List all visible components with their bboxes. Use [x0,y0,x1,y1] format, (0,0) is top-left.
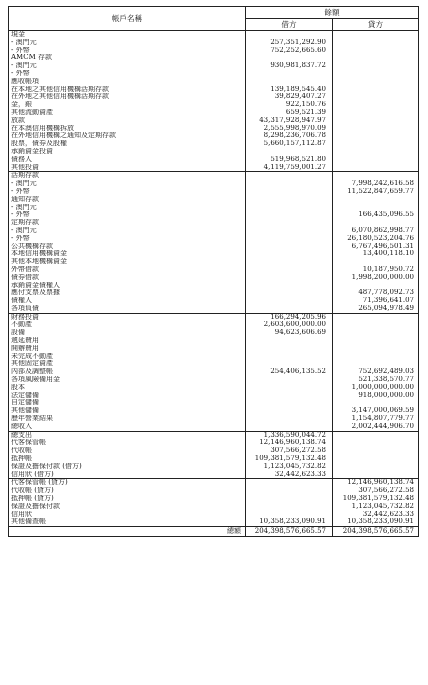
table-row [9,31,419,39]
debit-amount: 94,623,606.69 [246,329,333,337]
table-row [9,518,419,526]
debit-amount: 4,119,759,001.27 [246,164,333,172]
table-row [9,132,419,140]
debit-amount [246,243,333,251]
credit-amount: 521,338,570.77 [358,376,414,384]
credit-amount: 13,400,118.10 [362,250,414,258]
account-name: 代客保管帳 (貸方) [9,479,246,487]
debit-amount: 1,336,590,044.72 [246,431,333,439]
credit-amount [333,360,419,368]
account-name: 應付支票及票據 [9,289,246,297]
table-row [9,117,419,125]
trial-balance-sheet [8,6,418,537]
credit-amount [333,31,419,39]
table-row [9,423,419,431]
credit-amount [333,282,419,290]
credit-amount [333,117,419,125]
table-row [9,392,419,400]
credit-amount [333,353,419,361]
account-name: AMCM 存款 [9,54,246,62]
table-row [9,93,419,101]
account-name: 代收帳 [9,447,246,455]
credit-amount: 1,998,200,000.00 [351,273,414,281]
debit-amount [246,360,333,368]
account-name: 公共機構存款 [9,243,246,251]
table-row [9,471,419,479]
account-name: 其他固定資產 [9,360,246,368]
account-name: - 澳門元 [9,39,246,47]
account-name: 總支出 [9,431,246,439]
debit-amount [246,54,333,62]
debit-amount: 139,189,545.40 [246,86,333,94]
account-name: 各項風險備用金 [9,376,246,384]
total-row [9,527,419,537]
account-name: - 外幣 [9,188,246,196]
account-name: 內部及調整帳 [9,368,246,376]
account-name: 遞延費用 [9,337,246,345]
debit-amount [246,274,333,282]
account-name: - 澳門元 [9,227,246,235]
debit-amount [246,250,333,258]
total-label: 總額 [9,527,246,537]
debit-amount [246,423,333,431]
debit-amount: 8,298,236,706.78 [246,132,333,140]
credit-amount: 109,381,579,132.48 [342,495,414,503]
debit-amount [246,337,333,345]
table-row [9,376,419,384]
debit-amount: 659,521.39 [246,109,333,117]
table-row [9,321,419,329]
account-name: 保證及擔保付款 (借方) [9,463,246,471]
credit-amount: 166,435,096.55 [358,211,414,219]
table-row [9,305,419,313]
account-name: 不動產 [9,321,246,329]
table-row [9,274,419,282]
account-name: 抵押帳 [9,455,246,463]
debit-amount: 166,294,205.96 [246,313,333,321]
account-name: 抵押帳 (貸方) [9,495,246,503]
table-row [9,337,419,345]
account-name: 其他投資 [9,164,246,172]
debit-amount [246,392,333,400]
account-name: 開辦費用 [9,345,246,353]
table-row [9,297,419,305]
account-name: 承銷資金債權人 [9,282,246,290]
table-row [9,101,419,109]
table-row [9,140,419,148]
table-row [9,329,419,337]
debit-amount: 109,381,579,132.48 [246,455,333,463]
account-name: 債券借款 [9,274,246,282]
debit-amount [246,345,333,353]
account-name: 在本地之其他信用機構活期存款 [9,86,246,94]
account-name: 其他流動資產 [9,109,246,117]
table-row [9,384,419,392]
debit-amount: 307,566,272.58 [246,447,333,455]
debit-amount [246,70,333,78]
account-name: 自定儲備 [9,399,246,407]
debit-amount [246,31,333,39]
account-name: 股本 [9,384,246,392]
account-name: 放款 [9,117,246,125]
account-name-header: 帳戶名稱 [9,7,246,31]
account-name: 外幣借款 [9,266,246,274]
account-name: 在外地信用機構之通知及定期存款 [9,132,246,140]
credit-amount [333,148,419,156]
table-row [9,172,419,180]
table-row [9,243,419,251]
debit-amount: 12,146,960,138.74 [246,439,333,447]
debit-amount: 519,968,521.80 [246,156,333,164]
credit-amount [333,109,419,117]
account-name: 活期存款 [9,172,246,180]
account-name: - 澳門元 [9,180,246,188]
account-name: 未完成不動產 [9,353,246,361]
credit-amount: 918,000,000.00 [358,391,414,399]
credit-amount [333,204,419,212]
debit-amount [246,78,333,86]
debit-amount: 2,555,998,970.09 [246,125,333,133]
table-row [9,368,419,376]
table-row [9,164,419,172]
table-row [9,455,419,463]
balance-header: 餘額 [246,7,419,19]
credit-amount [333,47,419,55]
credit-header: 貸方 [333,19,419,31]
credit-amount [333,70,419,78]
credit-amount [333,140,419,148]
credit-amount [333,86,419,94]
debit-amount [246,188,333,196]
debit-amount: 39,829,407.27 [246,93,333,101]
debit-amount [246,305,333,313]
credit-amount: 3,147,000,069.59 [351,407,414,415]
table-row [9,282,419,290]
debit-amount [246,415,333,423]
credit-amount [333,463,419,471]
debit-amount: 43,317,928,947.97 [246,117,333,125]
table-row [9,439,419,447]
table-row [9,156,419,164]
debit-amount [246,235,333,243]
credit-amount [333,439,419,447]
credit-amount [333,62,419,70]
credit-amount [333,125,419,133]
debit-amount: 10,358,233,090.91 [246,518,333,526]
account-name: 信用狀 [9,511,246,519]
debit-header: 借方 [246,19,333,31]
credit-amount [333,455,419,463]
debit-amount: 5,660,157,112.87 [246,140,333,148]
table-row [9,54,419,62]
credit-amount: 265,094,978.49 [333,305,419,313]
table-row [9,70,419,78]
debit-amount [246,297,333,305]
credit-amount [333,54,419,62]
total-debit: 204,398,576,665.57 [246,527,333,537]
table-row [9,495,419,503]
debit-amount [246,384,333,392]
table-row [9,86,419,94]
credit-amount [333,196,419,204]
debit-amount: 922,150.76 [246,101,333,109]
account-name: 財務投資 [9,313,246,321]
account-name: 其他本地機構資金 [9,258,246,266]
debit-amount: 254,406,135.52 [246,368,333,376]
table-row [9,78,419,86]
account-name: 信用狀 (借方) [9,471,246,479]
debit-amount [246,479,333,487]
credit-amount [333,337,419,345]
table-row [9,415,419,423]
credit-amount: 12,146,960,138.74 [347,478,414,487]
credit-amount: 2,002,444,906.70 [333,423,419,431]
credit-amount [333,39,419,47]
table-row [9,188,419,196]
debit-amount [246,204,333,212]
credit-amount: 11,522,847,659.77 [347,187,414,195]
account-name: 其他備查帳 [9,518,246,526]
table-row [9,39,419,47]
debit-amount [246,487,333,495]
credit-amount: 10,358,233,090.91 [333,518,419,526]
table-row [9,511,419,519]
credit-amount: 1,154,807,779.77 [351,415,414,423]
table-row [9,479,419,487]
credit-amount: 752,692,489.03 [358,368,414,376]
table-row [9,345,419,353]
debit-amount [246,196,333,204]
table-row [9,148,419,156]
account-name: 通知存款 [9,196,246,204]
account-name: 債權人 [9,297,246,305]
credit-amount [333,78,419,86]
credit-amount [333,321,419,329]
credit-amount: 6,767,496,501.31 [351,242,414,250]
debit-amount [246,511,333,519]
debit-amount: 752,252,665.60 [246,47,333,55]
account-name: 代收帳 (貸方) [9,487,246,495]
credit-amount [333,345,419,353]
account-name: 承銷資金投資 [9,148,246,156]
debit-amount: 32,442,623.33 [246,471,333,479]
table-row [9,62,419,70]
table-header [9,7,419,31]
account-name: 金，銀 [9,101,246,109]
debit-amount [246,282,333,290]
table-row [9,47,419,55]
account-name: 其他儲備 [9,407,246,415]
debit-amount [246,503,333,511]
account-name: - 外幣 [9,47,246,55]
table-row [9,235,419,243]
debit-amount [246,353,333,361]
table-row [9,266,419,274]
credit-amount [333,258,419,266]
table-row [9,487,419,495]
credit-amount [333,399,419,407]
credit-amount [333,471,419,479]
debit-amount [246,148,333,156]
account-name: 債務人 [9,156,246,164]
balance-table [8,6,419,537]
credit-amount: 32,442,623.33 [362,510,414,518]
debit-amount: 257,351,292.90 [246,39,333,47]
table-row [9,407,419,415]
credit-amount [333,164,419,172]
account-name: 本地信用機構資金 [9,250,246,258]
credit-amount: 26,180,523,204.76 [347,234,414,242]
credit-amount [333,101,419,109]
table-row [9,353,419,361]
table-row [9,447,419,455]
table-row [9,399,419,407]
account-name: 應收帳項 [9,78,246,86]
account-name: 各項負債 [9,305,246,313]
credit-amount [333,132,419,140]
credit-amount [333,313,419,321]
account-name: 股票，債券及股權 [9,140,246,148]
debit-amount [246,258,333,266]
table-row [9,227,419,235]
credit-amount [333,447,419,455]
account-name: 現金 [9,31,246,39]
table-row [9,125,419,133]
table-row [9,196,419,204]
credit-amount: 487,778,092.73 [358,289,414,297]
debit-amount [246,227,333,235]
credit-amount [333,172,419,180]
account-name: - 外幣 [9,70,246,78]
table-row [9,109,419,117]
table-row [9,250,419,258]
credit-amount: 1,123,045,732.82 [351,502,414,510]
credit-amount: 71,396,641.07 [362,297,414,305]
account-rows [9,31,419,527]
credit-amount [333,219,419,227]
credit-amount: 307,566,272.58 [358,487,414,495]
account-name: - 外幣 [9,211,246,219]
account-name: - 外幣 [9,235,246,243]
credit-amount [333,329,419,337]
credit-amount [333,93,419,101]
debit-amount: 930,981,837.72 [246,62,333,70]
table-row [9,503,419,511]
debit-amount [246,211,333,219]
debit-amount [246,266,333,274]
table-row [9,211,419,219]
debit-amount [246,376,333,384]
table-row [9,219,419,227]
table-row [9,360,419,368]
debit-amount [246,407,333,415]
debit-amount: 1,123,045,732.82 [246,463,333,471]
debit-amount [246,172,333,180]
debit-amount [246,219,333,227]
credit-amount: 1,000,000,000.00 [351,383,414,391]
table-row [9,463,419,471]
account-name: 在外地之其他信用機構活期存款 [9,93,246,101]
total-credit: 204,398,576,665.57 [333,527,419,537]
account-name: 定期存款 [9,219,246,227]
debit-amount [246,289,333,297]
table-row [9,289,419,297]
account-name: - 澳門元 [9,62,246,70]
debit-amount: 2,603,600,000.00 [246,321,333,329]
account-name: 設備 [9,329,246,337]
account-name: - 澳門元 [9,204,246,212]
debit-amount [246,399,333,407]
credit-amount [333,156,419,164]
account-name: 歷年營業結果 [9,415,246,423]
account-name: 總收入 [9,423,246,431]
account-name: 在本澳信用機構拆放 [9,125,246,133]
credit-amount [333,431,419,439]
table-footer [9,527,419,537]
credit-amount: 10,187,950.72 [362,265,414,273]
account-name: 法定儲備 [9,392,246,400]
table-row [9,313,419,321]
credit-amount: 6,070,862,998.77 [351,226,414,234]
account-name: 代客保管帳 [9,439,246,447]
table-row [9,204,419,212]
table-row [9,431,419,439]
debit-amount [246,495,333,503]
table-row [9,180,419,188]
credit-amount: 7,998,242,616.58 [351,180,414,188]
debit-amount [246,180,333,188]
table-row [9,258,419,266]
account-name: 保證及擔保付款 [9,503,246,511]
